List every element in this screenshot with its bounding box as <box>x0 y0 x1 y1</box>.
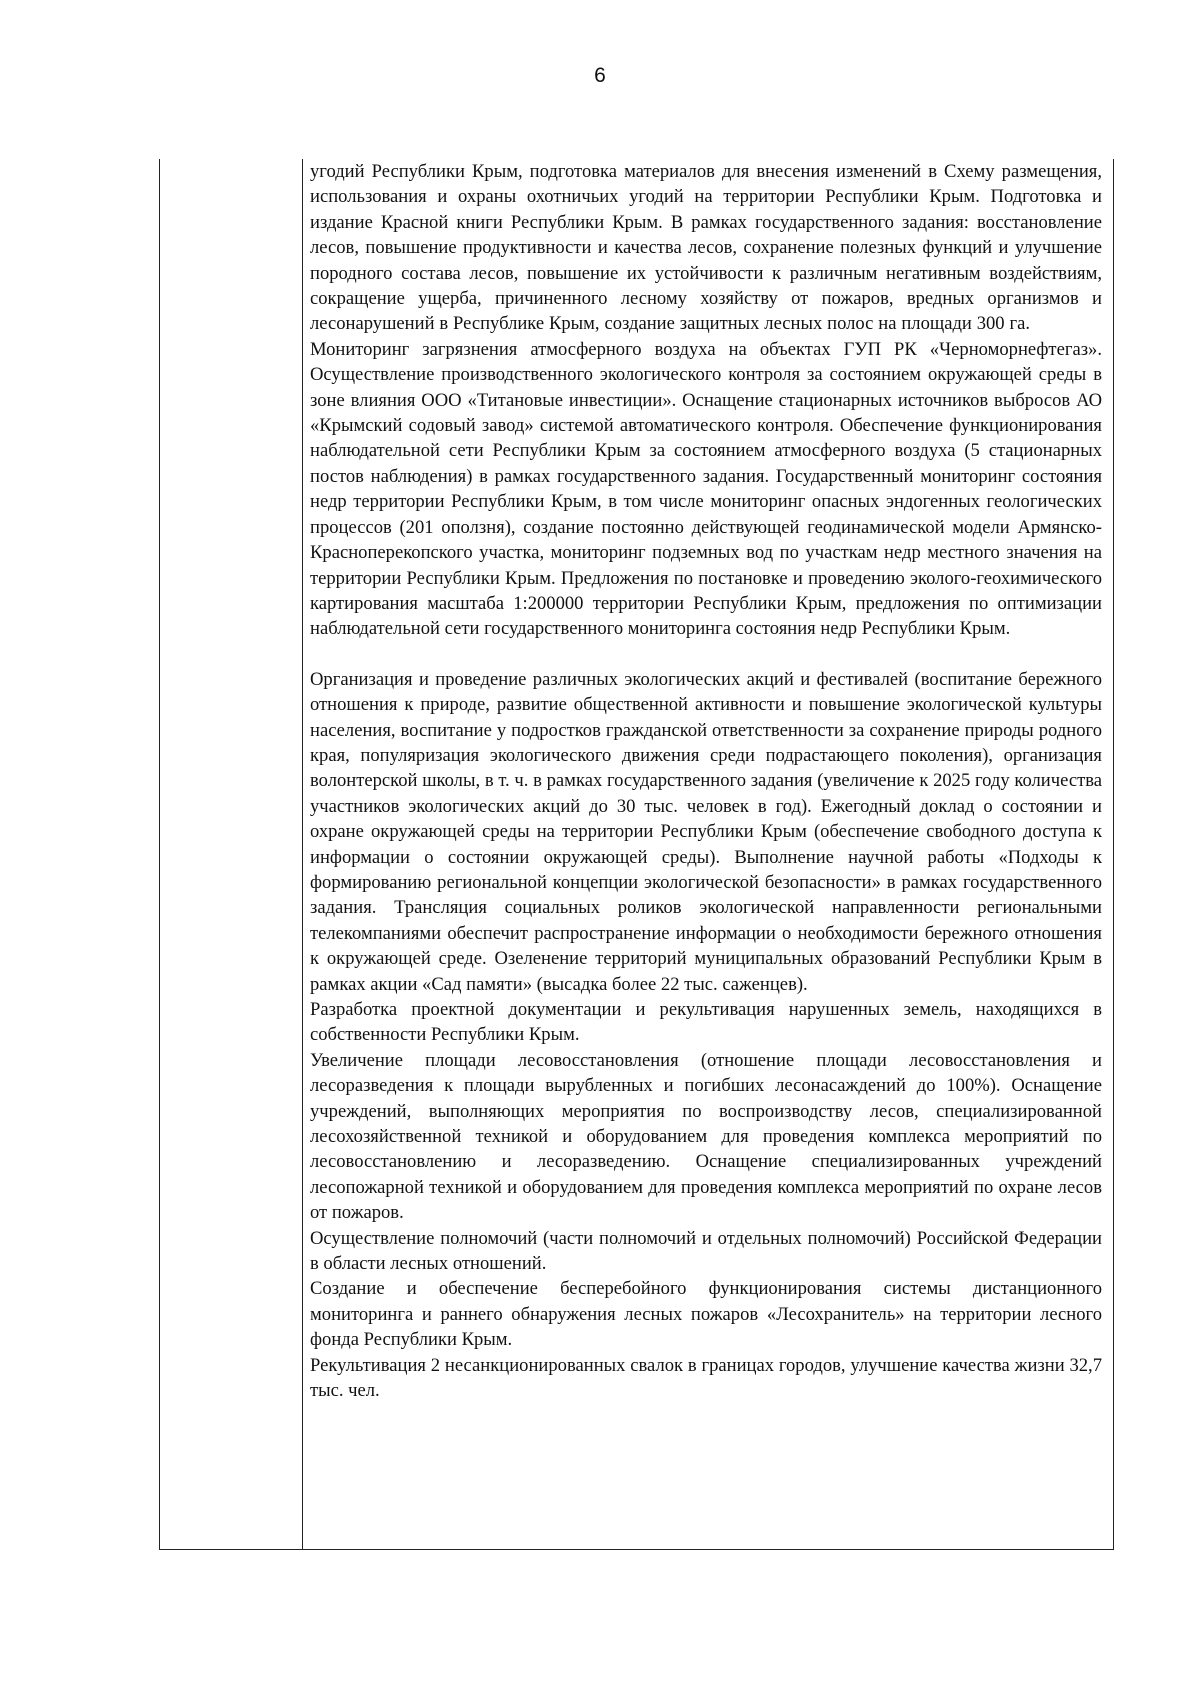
paragraph-text: Мониторинг загрязнения атмосферного воздуха на объектах ГУП РК «Черноморнефтегаз». Осуществление производственного экологического контроля за состоянием окружающей среды в зоне влияния ООО «Титановые инвестиции». Оснащение стационарных источников выбросов АО «Крымский содовый завод» системой автоматического контроля. Обеспечение функционирования наблюдательной сети Республики Крым за состоянием атмосферного воздуха (5 стационарных постов наблюдения) в рамках государственного задания. Государственный мониторинг состояния недр территории Республики Крым, в том числе мониторинг опасных эндогенных геологических процессов (201 оползня), создание постоянно действующей геодинамической модели Армянско-Красноперекопского участка, мониторинг подземных вод по участкам недр местного значения на территории Республики Крым. Предложения по постановке и проведению эколого-геохимического картирования масштаба 1:200000 территории Республики Крым, предложения по оптимизации наблюдательной сети государственного мониторинга состояния недр Республики Крым. <box>310 338 1102 640</box>
column-divider <box>302 159 303 1549</box>
paragraph-fire-monitoring: Создание и обеспечение бесперебойного функционирования системы дистанционного мониторинга и раннего обнаружения лесных пожаров «Лесохранитель» на территории лесного фонда Республики Крым. <box>310 1278 1102 1351</box>
paragraph-federal-powers: Осуществление полномочий (части полномочий и отдельных полномочий) Российской Федерации в области лесных отношений. <box>310 1227 1102 1275</box>
table-cell-content <box>310 159 1102 1404</box>
paragraph-text: угодий Республики Крым, подготовка материалов для внесения изменений в Схему размещения, использования и охраны охотничьих угодий на территории Республики Крым. Подготовка и издание Красной книги Республики Крым. В рамках государственного задания: восстановление лесов, повышение продуктивности и качества лесов, сохранение полезных функций и улучшение породного состава лесов, повышение их устойчивости к различным негативным воздействиям, сокращение ущерба, причиненного лесному хозяйству от пожаров, вредных организмов и лесонарушений в Республике Крым, создание защитных лесных полос на площади 300 га. <box>310 161 1102 335</box>
document-table <box>159 159 1114 1550</box>
page-number: 6 <box>594 64 606 87</box>
paragraph-reforestation: Увеличение площади лесовосстановления (отношение площади лесовосстановления и лесоразведения к площади вырубленных и погибших лесонасаждений до 100%). Оснащение учреждений, выполняющих мероприятия по воспроизводству лесов, специализированной лесохозяйственной техникой и оборудованием для проведения комплекса мероприятий по лесовосстановлению и лесоразведению. Оснащение специализированных учреждений лесопожарной техникой и оборудованием для проведения комплекса мероприятий по охране лесов от пожаров. <box>310 1049 1102 1224</box>
paragraph-land-recultivation: Разработка проектной документации и рекультивация нарушенных земель, находящихся в собственности Республики Крым. <box>310 999 1102 1046</box>
paragraph-forestry-monitoring <box>310 159 1102 642</box>
table-right-border <box>1113 159 1114 1549</box>
paragraph-ecological-actions: Организация и проведение различных экологических акций и фестивалей (воспитание бережного отношения к природе, развитие общественной активности и повышение экологической культуры населения, воспитание у подростков гражданской ответственности за сохранение природы родного края, популяризация экологического движения среди подрастающего поколения), организация волонтерской школы, в т. ч. в рамках государственного задания (увеличение к 2025 году количества участников экологических акций до 30 тыс. человек в год). Ежегодный доклад о состоянии и охране окружающей среды на территории Республики Крым (обеспечение свободного доступа к информации о состоянии окружающей среды). Выполнение научной работы «Подходы к формированию региональной концепции экологической безопасности» в рамках государственного задания. Трансляция социальных роликов экологической направленности региональными телекомпаниями обеспечит распространение информации о необходимости бережного отношения к окружающей среде. Озеленение территорий муниципальных образований Республики Крым в рамках акции «Сад памяти» (высадка более 22 тыс. саженцев). <box>310 668 1102 995</box>
paragraph-landfill-recultivation: Рекультивация 2 несанкционированных свалок в границах городов, улучшение качества жизни 32,7 тыс. чел. <box>310 1354 1102 1402</box>
